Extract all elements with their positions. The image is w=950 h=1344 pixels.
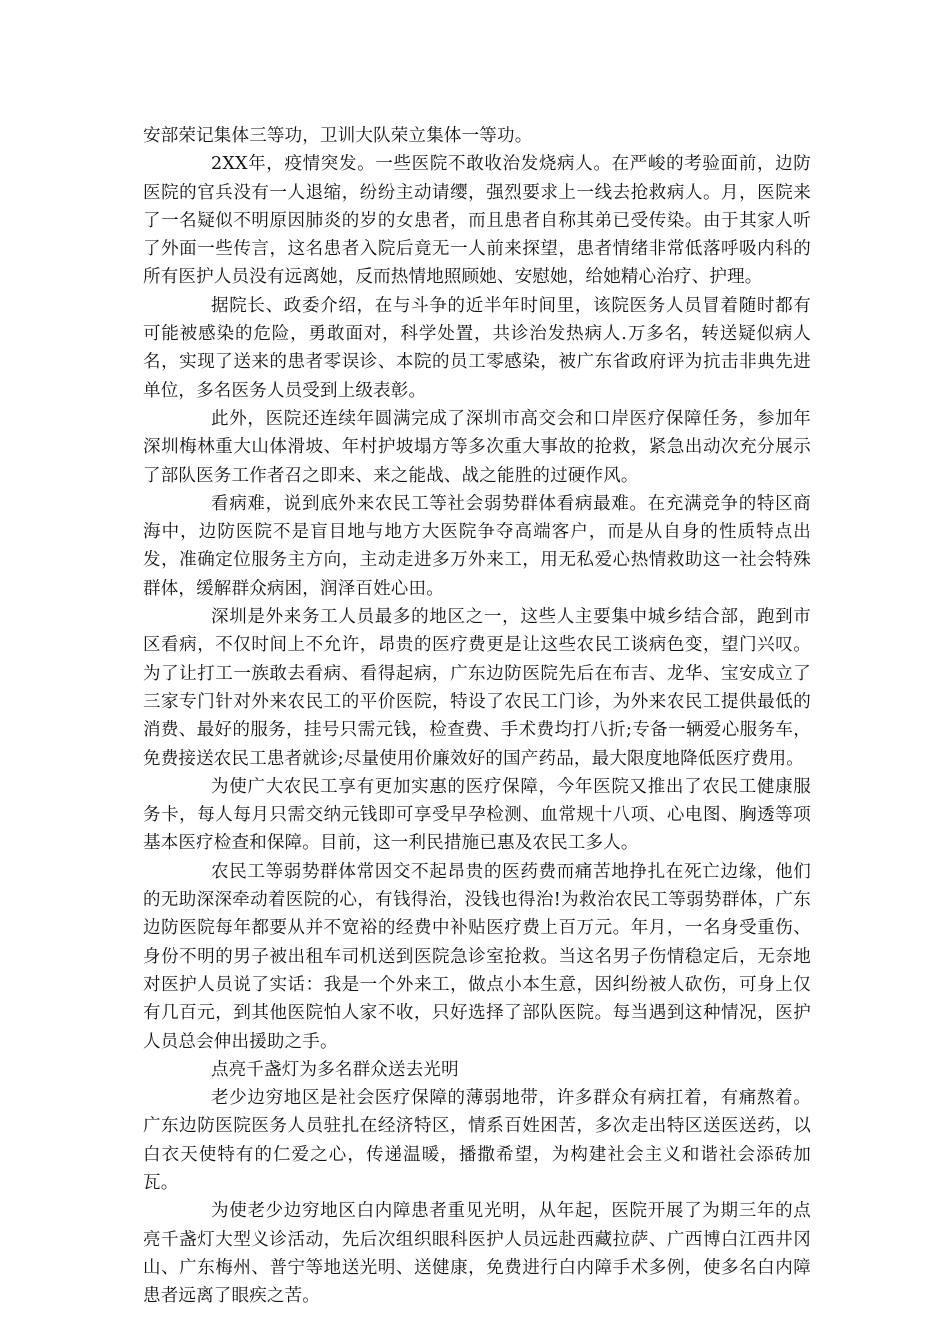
paragraph-7: 为使广大农民工享有更加实惠的医疗保障，今年医院又推出了农民工健康服务卡，每人每月只需交纳元钱即可享受早孕检测、血常规十八项、心电图、胸透等项基本医疗检查和保障。目前，这一利民措施已惠及农民工多人。 [143,776,811,854]
paragraph-8: 农民工等弱势群体常因交不起昂贵的医药费而痛苦地挣扎在死亡边缘，他们的无助深深牵动着医院的心，有钱得治，没钱也得治!为救治农民工等弱势群体，广东边防医院每年都要从并不宽裕的经费中补贴医疗费上百万元。年月，一名身受重伤、身份不明的男子被出租车司机送到医院急诊室抢救。当这名男子伤情稳定后，无奈地对医护人员说了实话：我是一个外来工，做点小本生意，因纠纷被人砍伤，可身上仅有几百元，到其他医院怕人家不收，只好选择了部队医院。每当遇到这种情况，医护人员总会伸出援助之手。 [143,861,811,1052]
paragraph-4: 此外，医院还连续年圆满完成了深圳市高交会和口岸医疗保障任务，参加年深圳梅林重大山体滑坡、年村护坡塌方等多次重大事故的抢救，紧急出动次充分展示了部队医务工作者召之即来、来之能战、战之能胜的过硬作风。 [143,408,811,486]
paragraph-6: 深圳是外来务工人员最多的地区之一，这些人主要集中城乡结合部，跑到市区看病，不仅时间上不允许，昂贵的医疗费更是让这些农民工谈病色变，望门兴叹。为了让打工一族敢去看病、看得起病，广东边防医院先后在布吉、龙华、宝安成立了三家专门针对外来农民工的平价医院，特设了农民工门诊，为外来农民工提供最低的消费、最好的服务，挂号只需元钱，检查费、手术费均打八折;专备一辆爱心服务车，免费接送农民工患者就诊;尽量使用价廉效好的国产药品，最大限度地降低医疗费用。 [143,607,811,769]
paragraph-3: 据院长、政委介绍，在与斗争的近半年时间里，该院医务人员冒着随时都有可能被感染的危险，勇敢面对，科学处置，共诊治发热病人.万多名，转送疑似病人名，实现了送来的患者零误诊、本院的员工零感染，被广东省政府评为抗击非典先进单位，多名医务人员受到上级表彰。 [143,295,811,401]
document-page [143,122,811,1310]
section-heading: 点亮千盏灯为多名群众送去光明 [211,1059,459,1080]
paragraph-5: 看病难，说到底外来农民工等社会弱势群体看病最难。在充满竞争的特区商海中，边防医院不是盲目地与地方大医院争夺高端客户，而是从自身的性质特点出发，准确定位服务主方向，主动走进多万外来工，用无私爱心热情救助这一社会特殊群体，缓解群众病困，润泽百姓心田。 [143,493,811,599]
paragraph-2: 2XX年，疫情突发。一些医院不敢收治发烧病人。在严峻的考验面前，边防医院的官兵没有一人退缩，纷纷主动请缨，强烈要求上一线去抢救病人。月，医院来了一名疑似不明原因肺炎的岁的女患者，而且患者自称其弟已受传染。由于其家人听了外面一些传言，这名患者入院后竟无一人前来探望，患者情绪非常低落呼吸内科的所有医护人员没有远离她，反而热情地照顾她、安慰她，给她精心治疗、护理。 [143,154,811,288]
paragraph-10: 为使老少边穷地区白内障患者重见光明，从年起，医院开展了为期三年的点亮千盏灯大型义诊活动，先后次组织眼科医护人员远赴西藏拉萨、广西博白江西井冈山、广东梅州、普宁等地送光明、送健康，免费进行白内障手术多例，使多名白内障患者远离了眼疾之苦。 [143,1201,811,1307]
paragraph-1: 安部荣记集体三等功，卫训大队荣立集体一等功。 [143,126,533,146]
paragraph-9: 老少边穷地区是社会医疗保障的薄弱地带，许多群众有病扛着，有痛熬着。广东边防医院医务人员驻扎在经济特区，情系百姓困苦，多次走出特区送医送药，以白衣天使特有的仁爱之心，传递温暖，播撒希望，为构建社会主义和谐社会添砖加瓦。 [143,1088,811,1193]
